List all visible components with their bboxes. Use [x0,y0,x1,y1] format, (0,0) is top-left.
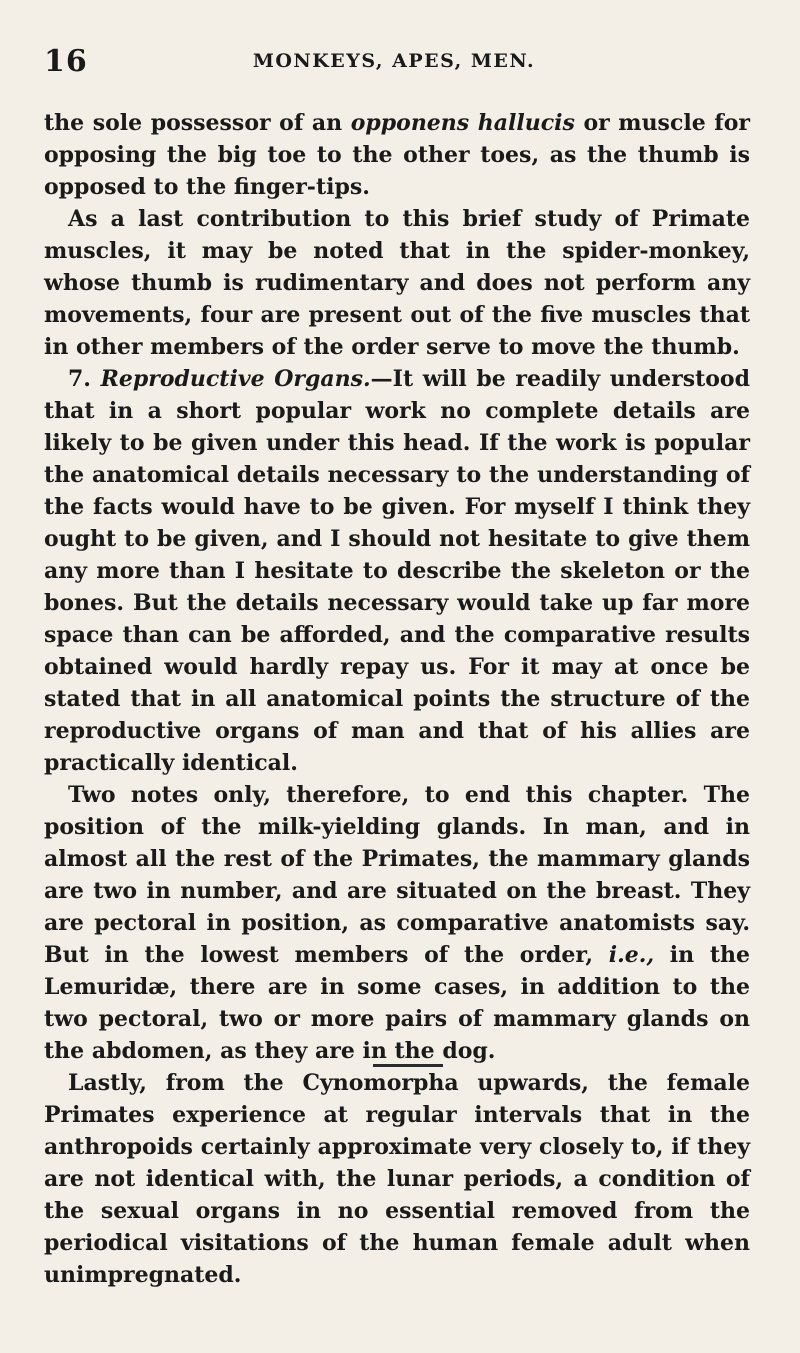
paragraph-4 [44,779,750,1067]
section-number: 7. [68,366,101,392]
paragraph-1-part-c: or muscle for opposing the big toe to the other toes, as the thumb is opposed to the finger-tips. [44,110,750,200]
body-text [44,107,750,1291]
paragraph-2: As a last contribution to this brief study of Primate muscles, it may be noted that in the spider-monkey, whose thumb is rudimentary and does not perform any movements, four are present out of the five muscles that in other members of the order serve to move the thumb. [44,206,750,360]
latin-term: opponens hallucis [350,110,575,136]
paragraph-4-part-a: Two notes only, therefore, to end this chapter. The position of the milk-yielding glands. In man, and in almost all the rest of the Primates, the mammary glands are two in number, and are situated on the breast. They are pectoral in position, as comparative anatomists say. But in the lowest members of the order, [44,782,750,968]
running-title: MONKEYS, APES, MEN. [252,50,536,72]
paragraph-3-body: —It will be readily understood that in a short popular work no complete details are likely to be given under this head. If the work is popular the anatomical details necessary to the understanding of the facts would have to be given. For myself I think they ought to be given, and I should not hesitate to give them any more than I hesitate to describe the skeleton or the bones. But the details necessary would take up far more space than can be afforded, and the comparative results obtained would hardly repay us. For it may at once be stated that in all anatomical points the structure of the reproductive organs of man and that of his allies are practically identical. [44,366,750,776]
paragraph-4-part-c: in the Lemuridæ, there are in some cases, in addition to the two pectoral, two or more pairs of mammary glands on the abdomen, as they are in the dog. [44,942,751,1064]
page-number: 16 [44,44,88,79]
paragraph-1-part-a: the sole possessor of an [44,110,351,136]
page-header [44,44,744,80]
paragraph-3 [44,363,750,779]
section-heading: Reproductive Organs. [100,366,371,392]
abbreviation-ie: i.e., [608,942,655,968]
paragraph-1 [44,107,750,203]
section-end-rule [373,1064,443,1067]
paragraph-5: Lastly, from the Cynomorpha upwards, the female Primates experience at regular intervals that in the anthropoids certainly approximate very closely to, if they are not identical with, the lunar periods, a condition of the sexual organs in no essential removed from the periodical visitations of the human female adult when unimpregnated. [44,1070,750,1288]
